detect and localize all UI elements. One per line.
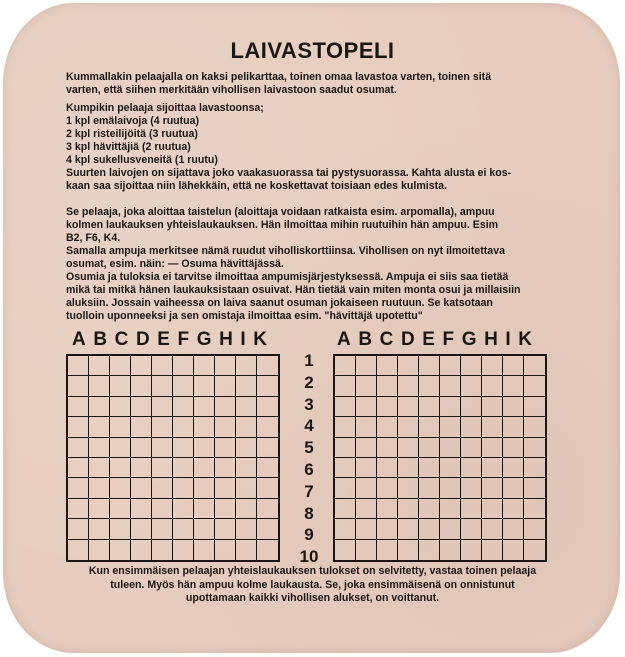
grid-cell[interactable] — [356, 417, 377, 437]
grid-cell[interactable] — [236, 356, 257, 376]
grid-cell[interactable] — [503, 438, 524, 458]
grid-cell[interactable] — [524, 519, 545, 539]
grid-cell[interactable] — [482, 376, 503, 396]
grid-cell[interactable] — [503, 478, 524, 498]
text-line: aluksiin. Jossain vaiheessa on laiva saanut osuman jokaiseen ruutuun. Se katsotaan — [66, 297, 493, 309]
grid-cell[interactable] — [152, 499, 173, 519]
column-letter: B — [358, 329, 373, 350]
grid-cell[interactable] — [110, 458, 131, 478]
column-letter: C — [114, 329, 129, 350]
grid-cell[interactable] — [356, 478, 377, 498]
grid-cell[interactable] — [215, 356, 236, 376]
row-number: 3 — [304, 394, 314, 414]
grid-cell[interactable] — [173, 540, 194, 560]
grid-cell[interactable] — [152, 376, 173, 396]
grid-cell[interactable] — [110, 376, 131, 396]
grid-cell[interactable] — [215, 397, 236, 417]
text-line: Samalla ampuja merkitsee nämä ruudut viholliskorttiinsa. Vihollisen on nyt ilmoitettava — [66, 245, 505, 257]
grid-cell[interactable] — [152, 478, 173, 498]
text-line: 3 kpl hävittäjiä (2 ruutua) — [66, 141, 191, 153]
grid-cell[interactable] — [131, 397, 152, 417]
grid-cell[interactable] — [68, 478, 89, 498]
column-letter: C — [379, 329, 394, 350]
grid-cell[interactable] — [461, 458, 482, 478]
grid-cell[interactable] — [356, 458, 377, 478]
grid-cell[interactable] — [419, 417, 440, 437]
column-letter: H — [219, 329, 233, 350]
grid-cell[interactable] — [110, 499, 131, 519]
text-line: tuleen. Myös hän ampuu kolme laukausta. Se, joka ensimmäisenä on onnistunut — [110, 578, 515, 591]
grid-cell[interactable] — [215, 478, 236, 498]
text-line: tuolloin uponneeksi ja sen omistaja ilmoittaa esim. "hävittäjä upotettu" — [66, 310, 423, 322]
grid-cell[interactable] — [131, 438, 152, 458]
grid-cell[interactable] — [377, 540, 398, 560]
grid-cell[interactable] — [173, 397, 194, 417]
grid-cell[interactable] — [524, 417, 545, 437]
grid-cell[interactable] — [89, 478, 110, 498]
text-line: kolmen laukauksen yhteislaukauksen. Hän ilmoittaa mihin ruutuihin hän ampuu. Esim — [66, 219, 499, 231]
text-line: kaan saa sijoittaa niin lähekkäin, että ne koskettavat toisiaan edes kulmista. — [66, 180, 447, 192]
column-letter: K — [518, 329, 532, 350]
grid-cell[interactable] — [419, 499, 440, 519]
grid-cell[interactable] — [131, 540, 152, 560]
grid-cell[interactable] — [194, 540, 215, 560]
grid-cell[interactable] — [89, 540, 110, 560]
grid-cell[interactable] — [131, 356, 152, 376]
grid-cell[interactable] — [68, 397, 89, 417]
grid-cell[interactable] — [377, 458, 398, 478]
grid-cell[interactable] — [419, 397, 440, 417]
grid-cell[interactable] — [377, 519, 398, 539]
grid-cell[interactable] — [398, 519, 419, 539]
grid-cell[interactable] — [377, 397, 398, 417]
grid-cell[interactable] — [335, 376, 356, 396]
grid-cell[interactable] — [110, 356, 131, 376]
text-line: osumat, esim. näin: — Osuma hävittäjässä. — [66, 258, 284, 270]
grid-cell[interactable] — [482, 417, 503, 437]
column-letter: G — [461, 329, 477, 350]
grid-cell[interactable] — [503, 540, 524, 560]
own-fleet-grid[interactable] — [66, 354, 280, 562]
grid-cell[interactable] — [152, 458, 173, 478]
grid-cell[interactable] — [110, 540, 131, 560]
text-line: Osumia ja tuloksia ei tarvitse ilmoittaa ampumisjärjestyksessä. Ampuja ei siis saa tietää — [66, 271, 509, 283]
grid-cell[interactable] — [503, 397, 524, 417]
grid-cell[interactable] — [440, 478, 461, 498]
grid-cell[interactable] — [524, 397, 545, 417]
grid-cell[interactable] — [461, 499, 482, 519]
grid-cell[interactable] — [482, 438, 503, 458]
row-number: 6 — [304, 459, 314, 479]
grid-cell[interactable] — [524, 356, 545, 376]
grid-cell[interactable] — [440, 376, 461, 396]
grid-cell[interactable] — [377, 499, 398, 519]
grid-cell[interactable] — [524, 478, 545, 498]
grid-cell[interactable] — [173, 438, 194, 458]
grid-cell[interactable] — [68, 519, 89, 539]
column-letter: I — [505, 329, 511, 350]
enemy-fleet-grid[interactable] — [333, 354, 547, 562]
row-number: 9 — [304, 525, 314, 545]
grid-cell[interactable] — [335, 499, 356, 519]
grid-cell[interactable] — [503, 519, 524, 539]
row-number: 1 — [304, 351, 314, 370]
grid-cell[interactable] — [236, 499, 257, 519]
column-letter: F — [442, 329, 455, 350]
grid-cell[interactable] — [524, 540, 545, 560]
grid-cell[interactable] — [194, 519, 215, 539]
grid-cell[interactable] — [356, 499, 377, 519]
grid-cell[interactable] — [89, 376, 110, 396]
row-number: 2 — [304, 372, 314, 392]
grid-cell[interactable] — [482, 478, 503, 498]
grid-cell[interactable] — [89, 397, 110, 417]
column-letter: D — [135, 329, 150, 350]
grid-cell[interactable] — [215, 540, 236, 560]
grid-cell[interactable] — [398, 499, 419, 519]
grid-cell[interactable] — [68, 458, 89, 478]
grid-cell[interactable] — [461, 438, 482, 458]
grid-cell[interactable] — [194, 438, 215, 458]
grid-cell[interactable] — [257, 519, 278, 539]
column-letter: H — [484, 329, 498, 350]
column-letter: B — [93, 329, 108, 350]
grid-cell[interactable] — [461, 478, 482, 498]
grid-cell[interactable] — [173, 478, 194, 498]
grid-cell[interactable] — [89, 519, 110, 539]
grid-cell[interactable] — [152, 438, 173, 458]
grid-cell[interactable] — [173, 376, 194, 396]
grid-cell[interactable] — [335, 478, 356, 498]
grid-cell[interactable] — [152, 540, 173, 560]
intro-paragraph — [66, 71, 566, 97]
grid-cell[interactable] — [131, 458, 152, 478]
grid-cell[interactable] — [131, 499, 152, 519]
play-paragraph — [66, 206, 566, 323]
grid-cell[interactable] — [482, 356, 503, 376]
grid-cell[interactable] — [335, 356, 356, 376]
row-number: 8 — [304, 503, 314, 523]
grid-cell[interactable] — [335, 417, 356, 437]
grid-cell[interactable] — [377, 356, 398, 376]
grid-cell[interactable] — [257, 458, 278, 478]
grid-cell[interactable] — [194, 499, 215, 519]
grid-cell[interactable] — [257, 540, 278, 560]
grid-cell[interactable] — [68, 540, 89, 560]
grid-cell[interactable] — [257, 417, 278, 437]
grid-cell[interactable] — [524, 458, 545, 478]
grid-cell[interactable] — [215, 417, 236, 437]
grid-cell[interactable] — [152, 417, 173, 437]
grid-cell[interactable] — [215, 458, 236, 478]
row-number: 10 — [299, 547, 319, 567]
grid-cell[interactable] — [503, 458, 524, 478]
grid-cell[interactable] — [335, 540, 356, 560]
grid-cell[interactable] — [419, 438, 440, 458]
right-column-letters — [337, 329, 532, 351]
text-line: Se pelaaja, joka aloittaa taistelun (aloittaja voidaan ratkaista esim. arpomalla), ampuu — [66, 206, 495, 218]
text-line: 2 kpl risteilijöitä (3 ruutua) — [66, 128, 198, 140]
grid-cell[interactable] — [257, 356, 278, 376]
grid-cell[interactable] — [398, 438, 419, 458]
grid-cell[interactable] — [236, 376, 257, 396]
grid-cell[interactable] — [68, 417, 89, 437]
grid-cell[interactable] — [461, 397, 482, 417]
grid-cell[interactable] — [419, 356, 440, 376]
grid-cell[interactable] — [482, 397, 503, 417]
text-line: varten, että siihen merkitään vihollisen laivastoon saadut osumat. — [66, 84, 397, 96]
row-number: 4 — [304, 416, 314, 436]
grid-cell[interactable] — [377, 376, 398, 396]
grid-cell[interactable] — [89, 458, 110, 478]
grid-cell[interactable] — [110, 478, 131, 498]
grid-cell[interactable] — [503, 417, 524, 437]
grid-cell[interactable] — [194, 397, 215, 417]
grid-cell[interactable] — [335, 438, 356, 458]
grid-cell[interactable] — [398, 376, 419, 396]
grid-cell[interactable] — [194, 478, 215, 498]
row-number: 5 — [304, 438, 314, 458]
grid-cell[interactable] — [131, 376, 152, 396]
grid-cell[interactable] — [419, 540, 440, 560]
left-column-letters — [72, 329, 267, 351]
grid-cell[interactable] — [461, 519, 482, 539]
grid-cell[interactable] — [503, 376, 524, 396]
grid-cell[interactable] — [257, 397, 278, 417]
grid-cell[interactable] — [110, 417, 131, 437]
grid-cell[interactable] — [152, 397, 173, 417]
grid-cell[interactable] — [503, 356, 524, 376]
grid-cell[interactable] — [236, 397, 257, 417]
grid-cell[interactable] — [194, 376, 215, 396]
grid-cell[interactable] — [215, 438, 236, 458]
grid-cell[interactable] — [236, 519, 257, 539]
grid-cell[interactable] — [461, 376, 482, 396]
page-title: LAIVASTOPELI — [230, 38, 395, 63]
grid-cell[interactable] — [356, 397, 377, 417]
grid-cell[interactable] — [461, 540, 482, 560]
column-letter: E — [157, 329, 170, 350]
grid-cell[interactable] — [398, 417, 419, 437]
grid-cell[interactable] — [236, 540, 257, 560]
grid-cell[interactable] — [482, 540, 503, 560]
text-line: Kun ensimmäisen pelaajan yhteislaukauksen tulokset on selvitetty, vastaa toinen pelaaja — [88, 565, 537, 577]
column-letter: F — [177, 329, 190, 350]
footer-paragraph — [0, 565, 625, 606]
grid-cell[interactable] — [419, 478, 440, 498]
grid-cell[interactable] — [236, 478, 257, 498]
grid-cell[interactable] — [89, 438, 110, 458]
column-letter: A — [337, 329, 351, 350]
row-numbers — [286, 350, 332, 568]
text-line: mikä tai mitkä hänen laukauksistaan osuivat. Hän tietää vain miten monta osui ja millaisiin — [66, 284, 521, 296]
grid-cell[interactable] — [440, 499, 461, 519]
grid-cell[interactable] — [440, 458, 461, 478]
grid-cell[interactable] — [257, 438, 278, 458]
grid-cell[interactable] — [110, 397, 131, 417]
grid-cell[interactable] — [461, 417, 482, 437]
grid-cell[interactable] — [440, 438, 461, 458]
text-line: upottamaan kaikki vihollisen alukset, on voittanut. — [185, 592, 440, 604]
grid-cell[interactable] — [398, 540, 419, 560]
grid-cell[interactable] — [68, 499, 89, 519]
grid-cell[interactable] — [236, 417, 257, 437]
row-number: 7 — [304, 481, 314, 501]
grid-cell[interactable] — [173, 356, 194, 376]
grid-cell[interactable] — [131, 417, 152, 437]
grid-cell[interactable] — [482, 519, 503, 539]
text-line: 1 kpl emälaivoja (4 ruutua) — [66, 115, 200, 127]
grid-cell[interactable] — [524, 438, 545, 458]
grid-cell[interactable] — [440, 540, 461, 560]
grid-cell[interactable] — [173, 519, 194, 539]
grid-cell[interactable] — [194, 417, 215, 437]
grid-cell[interactable] — [236, 438, 257, 458]
grid-cell[interactable] — [440, 417, 461, 437]
grid-cell[interactable] — [131, 519, 152, 539]
text-line: Suurten laivojen on sijattava joko vaakasuorassa tai pystysuorassa. Kahta alusta ei kos- — [66, 167, 512, 179]
grid-cell[interactable] — [257, 499, 278, 519]
grid-cell[interactable] — [482, 458, 503, 478]
grid-cell[interactable] — [398, 397, 419, 417]
grid-cell[interactable] — [377, 438, 398, 458]
grid-cell[interactable] — [398, 478, 419, 498]
grid-cell[interactable] — [356, 356, 377, 376]
grid-cell[interactable] — [173, 458, 194, 478]
text-line: Kumpikin pelaaja sijoittaa lavastoonsa; — [66, 102, 264, 114]
grid-cell[interactable] — [110, 438, 131, 458]
grid-cell[interactable] — [335, 397, 356, 417]
grid-cell[interactable] — [356, 519, 377, 539]
grid-cell[interactable] — [173, 417, 194, 437]
grid-cell[interactable] — [356, 438, 377, 458]
column-letter: G — [196, 329, 212, 350]
grid-cell[interactable] — [419, 519, 440, 539]
grid-cell[interactable] — [89, 499, 110, 519]
grid-cell[interactable] — [236, 458, 257, 478]
grid-cell[interactable] — [461, 356, 482, 376]
grid-cell[interactable] — [152, 356, 173, 376]
grid-cell[interactable] — [173, 499, 194, 519]
grid-cell[interactable] — [215, 519, 236, 539]
rules-paragraph — [66, 102, 566, 193]
grid-cell[interactable] — [194, 458, 215, 478]
grid-cell[interactable] — [89, 356, 110, 376]
grid-cell[interactable] — [215, 499, 236, 519]
grid-cell[interactable] — [503, 499, 524, 519]
grid-cell[interactable] — [419, 458, 440, 478]
grid-cell[interactable] — [440, 356, 461, 376]
grid-cell[interactable] — [89, 417, 110, 437]
grid-cell[interactable] — [356, 540, 377, 560]
grid-cell[interactable] — [152, 519, 173, 539]
grid-cell[interactable] — [215, 376, 236, 396]
grid-cell[interactable] — [377, 478, 398, 498]
text-line: Kummallakin pelaajalla on kaksi pelikarttaa, toinen omaa lavastoa varten, toinen sitä — [66, 71, 492, 83]
grid-cell[interactable] — [257, 376, 278, 396]
text-line: 4 kpl sukellusveneitä (1 ruutu) — [66, 154, 218, 166]
text-line: B2, F6, K4. — [66, 232, 121, 244]
grid-cell[interactable] — [524, 376, 545, 396]
grid-cell[interactable] — [482, 499, 503, 519]
grid-cell[interactable] — [356, 376, 377, 396]
grid-cell[interactable] — [335, 458, 356, 478]
column-letter: E — [422, 329, 435, 350]
column-letter: A — [72, 329, 86, 350]
grid-cell[interactable] — [194, 356, 215, 376]
grid-cell[interactable] — [440, 519, 461, 539]
grid-cell[interactable] — [524, 499, 545, 519]
grid-cell[interactable] — [110, 519, 131, 539]
grid-cell[interactable] — [68, 376, 89, 396]
grid-cell[interactable] — [257, 478, 278, 498]
column-letter: K — [253, 329, 267, 350]
column-letter: D — [400, 329, 415, 350]
grid-cell[interactable] — [335, 519, 356, 539]
grid-cell[interactable] — [377, 417, 398, 437]
grid-cell[interactable] — [440, 397, 461, 417]
grid-cell[interactable] — [68, 438, 89, 458]
grid-cell[interactable] — [131, 478, 152, 498]
grid-cell[interactable] — [398, 356, 419, 376]
grid-cell[interactable] — [419, 376, 440, 396]
grid-cell[interactable] — [68, 356, 89, 376]
grid-cell[interactable] — [398, 458, 419, 478]
column-letter: I — [240, 329, 246, 350]
